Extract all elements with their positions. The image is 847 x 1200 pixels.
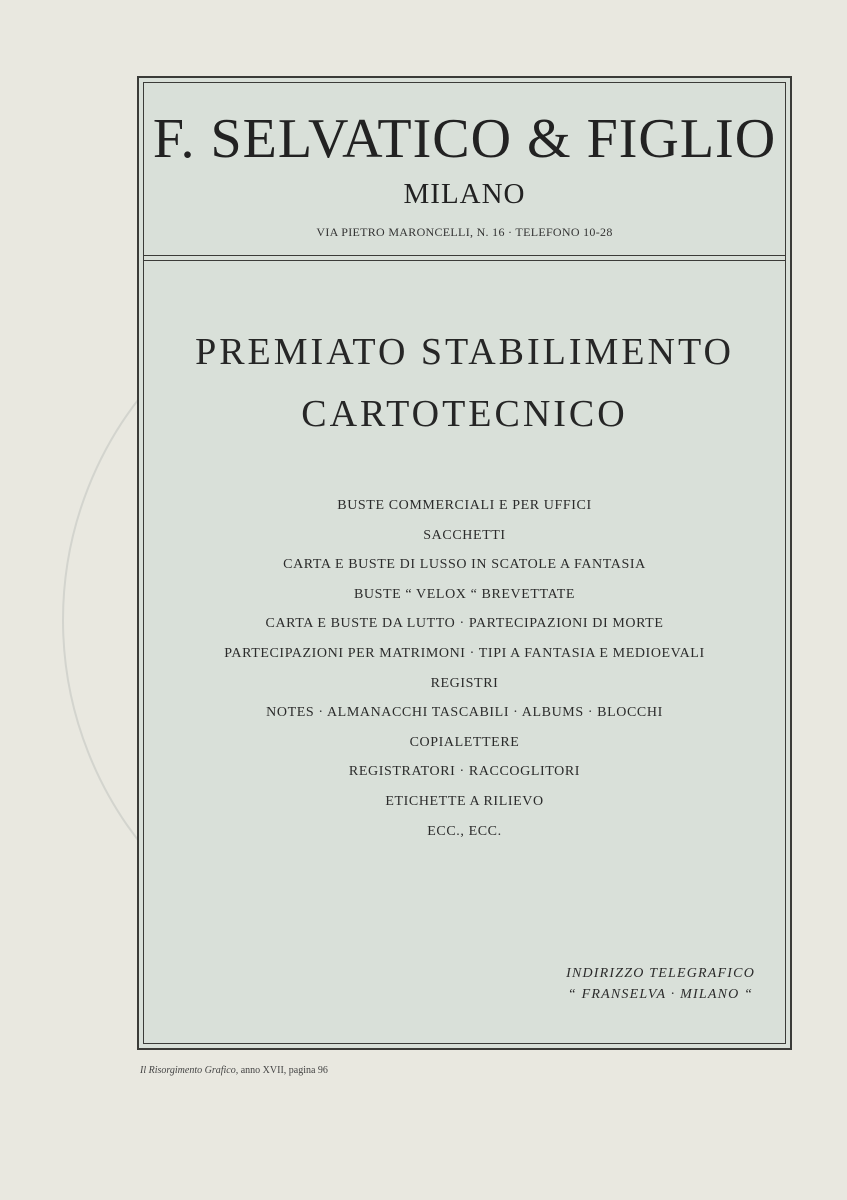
page-caption: [140, 1065, 328, 1076]
header-box: [144, 83, 785, 256]
main-title-line2: CARTOTECNICO: [301, 393, 628, 435]
product-item: PARTECIPAZIONI PER MATRIMONI · TIPI A FANTASIA E MEDIOEVALI: [224, 645, 705, 661]
company-city: MILANO: [403, 178, 526, 210]
publication-details: anno XVII, pagina 96: [238, 1065, 328, 1076]
product-item: ETICHETTE A RILIEVO: [385, 793, 544, 809]
product-list: [144, 491, 785, 846]
product-item: SACCHETTI: [423, 527, 506, 543]
company-address: VIA PIETRO MARONCELLI, N. 16 · TELEFONO 10-28: [316, 225, 613, 239]
advertisement-frame: [137, 76, 792, 1050]
main-title-line1: PREMIATO STABILIMENTO: [195, 331, 734, 373]
header-divider: [144, 260, 785, 261]
main-title: [144, 321, 785, 445]
product-item: REGISTRATORI · RACCOGLITORI: [348, 764, 581, 780]
product-item: CARTA E BUSTE DI LUSSO IN SCATOLE A FANTASIA: [283, 557, 646, 573]
telegraph-address: [566, 963, 755, 1005]
company-name: F. SELVATICO & FIGLIO: [152, 108, 777, 170]
product-item: REGISTRI: [430, 675, 499, 691]
telegraph-code: “ FRANSELVA · MILANO “: [567, 987, 754, 1002]
product-item: ECC., ECC.: [427, 823, 502, 839]
publication-name: Il Risorgimento Grafico,: [140, 1065, 239, 1076]
telegraph-label: INDIRIZZO TELEGRAFICO: [566, 966, 755, 981]
product-item: CARTA E BUSTE DA LUTTO · PARTECIPAZIONI DI MORTE: [265, 616, 664, 632]
product-item: BUSTE COMMERCIALI E PER UFFICI: [337, 498, 592, 513]
advertisement-inner-border: [143, 82, 786, 1044]
product-item: BUSTE “ VELOX “ BREVETTATE: [353, 586, 576, 602]
product-item: NOTES · ALMANACCHI TASCABILI · ALBUMS · BLOCCHI: [266, 705, 663, 721]
product-item: COPIALETTERE: [409, 734, 520, 750]
